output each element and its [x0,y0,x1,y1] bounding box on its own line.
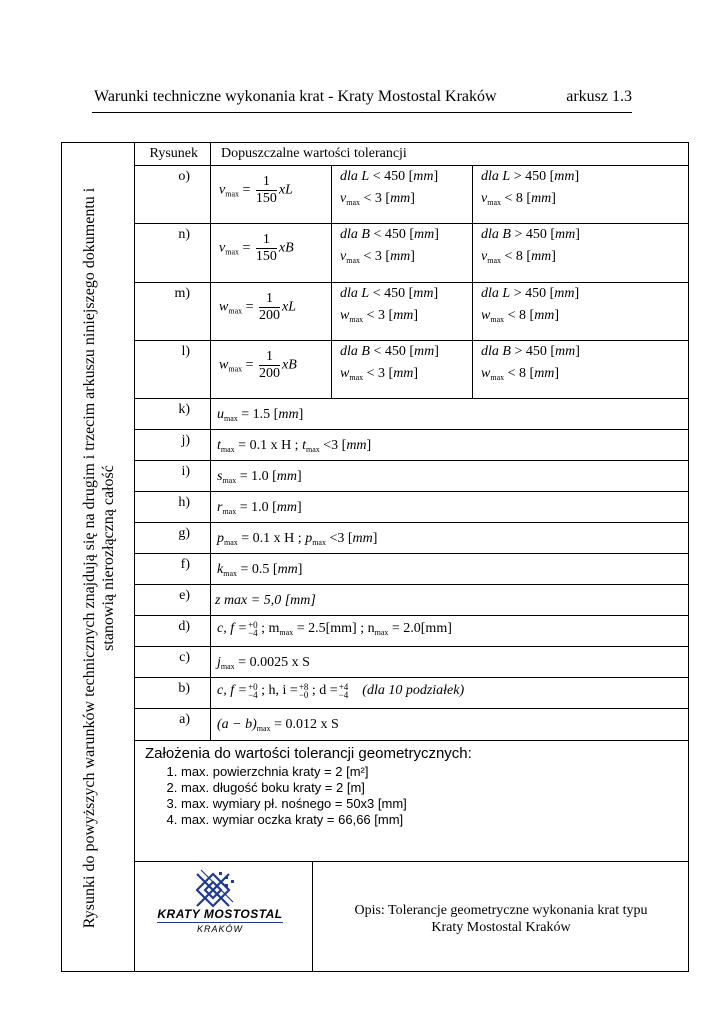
condition-small: dla L < 450 [mm] [340,286,439,301]
figure-label: i) [181,464,190,479]
figure-label: h) [178,495,190,510]
table-row-b [135,678,689,709]
header-tolerance: Dopuszczalne wartości tolerancji [221,146,407,161]
limit-small: $w_{max} < 3$ [mm] [340,366,419,382]
condition-small: dla B < 450 [mm] [340,227,439,242]
brand-divider [157,922,283,923]
condition-small-cell [331,283,473,340]
figure-label: c) [179,650,190,665]
list-item: 1. max. powierzchnia kraty = 2 [m²] [181,764,472,780]
assumptions-list [145,764,472,828]
assumptions-heading: Założenia do wartości tolerancji geometrycznych: [145,745,472,762]
tolerance-formula: $w_{max}$ = $\frac{1}{200}$ xL [219,291,297,323]
condition-large: dla B > 450 [mm] [481,227,580,242]
formula-j: $t_{max} = 0.1$ x H ; $t_{max} <3$ [mm] [217,438,372,454]
limit-large: $w_{max} < 8$ [mm] [481,308,560,324]
figure-label: f) [180,557,190,572]
figure-label: d) [178,619,190,634]
table-row-i [135,461,689,492]
brand-city: KRAKÓW [196,924,243,934]
formula-f: $k_{max} = 0.5$ [mm] [217,562,303,578]
side-note-column [62,143,135,971]
figure-label: b) [178,681,190,696]
list-item: 4. max. wymiar oczka kraty = 66,66 [mm] [181,812,472,828]
formula-g: $p_{max} = 0.1$ x H ; $p_{max} <3$ [mm] [217,531,378,547]
table-row-m [135,283,689,341]
table-row-d [135,616,689,647]
brand-name: KRATY MOSTOSTAL [157,907,283,921]
table-row-k [135,399,689,430]
table-row-c [135,647,689,678]
assumptions-section [135,741,689,862]
condition-small: dla L < 450 [mm] [340,169,439,184]
company-logo [135,862,313,972]
formula-b: c, f =+0 −4 ; h, i =+8 −0 ; d =+4 −4 (dla 10 podziałek) [217,682,465,700]
limit-small: $v_{max} < 3$ [mm] [340,191,415,207]
side-note [80,158,118,958]
table-row-j [135,430,689,461]
condition-large: dla L > 450 [mm] [481,169,580,184]
figure-label: l) [181,344,190,359]
formula-a: $(a - b)_{max} = 0.012$ x S [217,717,339,733]
figure-label: a) [179,712,190,727]
condition-small-cell [331,341,473,398]
figure-label: g) [178,526,190,541]
tolerance-formula: $v_{max}$ = $\frac{1}{150}$ xB [219,232,294,264]
formula-h: $r_{max} = 1.0$ [mm] [217,500,302,516]
document-title: Warunki techniczne wykonania krat - Kraty Mostostal Kraków [94,88,497,105]
condition-large: dla L > 450 [mm] [481,286,580,301]
table-row-e [135,585,689,616]
formula-k: $u_{max} = 1.5$ [mm] [217,407,304,423]
sheet-number: arkusz 1.3 [566,88,632,105]
formula-e: z max = 5,0 [mm] [215,593,316,608]
figure-label: n) [178,227,190,242]
limit-small: $v_{max} < 3$ [mm] [340,249,415,265]
table-row-a [135,709,689,741]
side-note-line-2: stanowią nierozłączną całość [100,465,117,651]
limit-small: $w_{max} < 3$ [mm] [340,308,419,324]
limit-large: $w_{max} < 8$ [mm] [481,366,560,382]
tolerance-sheet [61,142,689,972]
limit-large: $v_{max} < 8$ [mm] [481,191,556,207]
tolerance-formula: $v_{max}$ = $\frac{1}{150}$ xL [219,174,293,206]
header-figure-cell [135,143,211,165]
tolerance-formula: $w_{max}$ = $\frac{1}{200}$ xB [219,349,297,381]
condition-small: dla B < 450 [mm] [340,344,439,359]
condition-small-cell [331,224,473,282]
header-figure: Rysunek [149,146,198,161]
figure-label: m) [174,286,190,301]
table-row-f [135,554,689,585]
table-row-h [135,492,689,523]
table-row-o [135,166,689,224]
list-item: 2. max. długość boku kraty = 2 [m] [181,780,472,796]
tolerance-table [135,143,689,971]
limit-large: $v_{max} < 8$ [mm] [481,249,556,265]
footer-description [313,862,689,972]
description-line-2: Kraty Mostostal Kraków [431,920,571,935]
footer-row [135,862,689,972]
side-note-line-1: Rysunki do powyższych warunków technicznych znajdują się na drugim i trzecim arkuszu niniejszego dokumentu i [81,187,98,929]
table-row-l [135,341,689,399]
condition-small-cell [331,166,473,223]
figure-label: k) [178,402,190,417]
table-header-row [135,143,689,166]
list-item: 3. max. wymiary pł. nośnego = 50x3 [mm] [181,796,472,812]
condition-large: dla B > 450 [mm] [481,344,580,359]
figure-label: j) [181,433,190,448]
header-tolerance-cell [211,143,689,165]
description-line-1: Opis: Tolerancje geometryczne wykonania krat typu [354,903,648,918]
table-row-g [135,523,689,554]
formula-i: $s_{max} = 1.0$ [mm] [217,469,302,485]
formula-c: $j_{max} = 0.0025$ x S [217,655,310,671]
document-header [92,88,632,113]
figure-label: e) [179,588,190,603]
figure-label: o) [178,169,190,184]
formula-d: c, f =+0 −4 ; $m_{max} = 2.5[mm]$ ; $n_{max} = 2.0[mm]$ [217,620,452,638]
table-row-n [135,224,689,283]
